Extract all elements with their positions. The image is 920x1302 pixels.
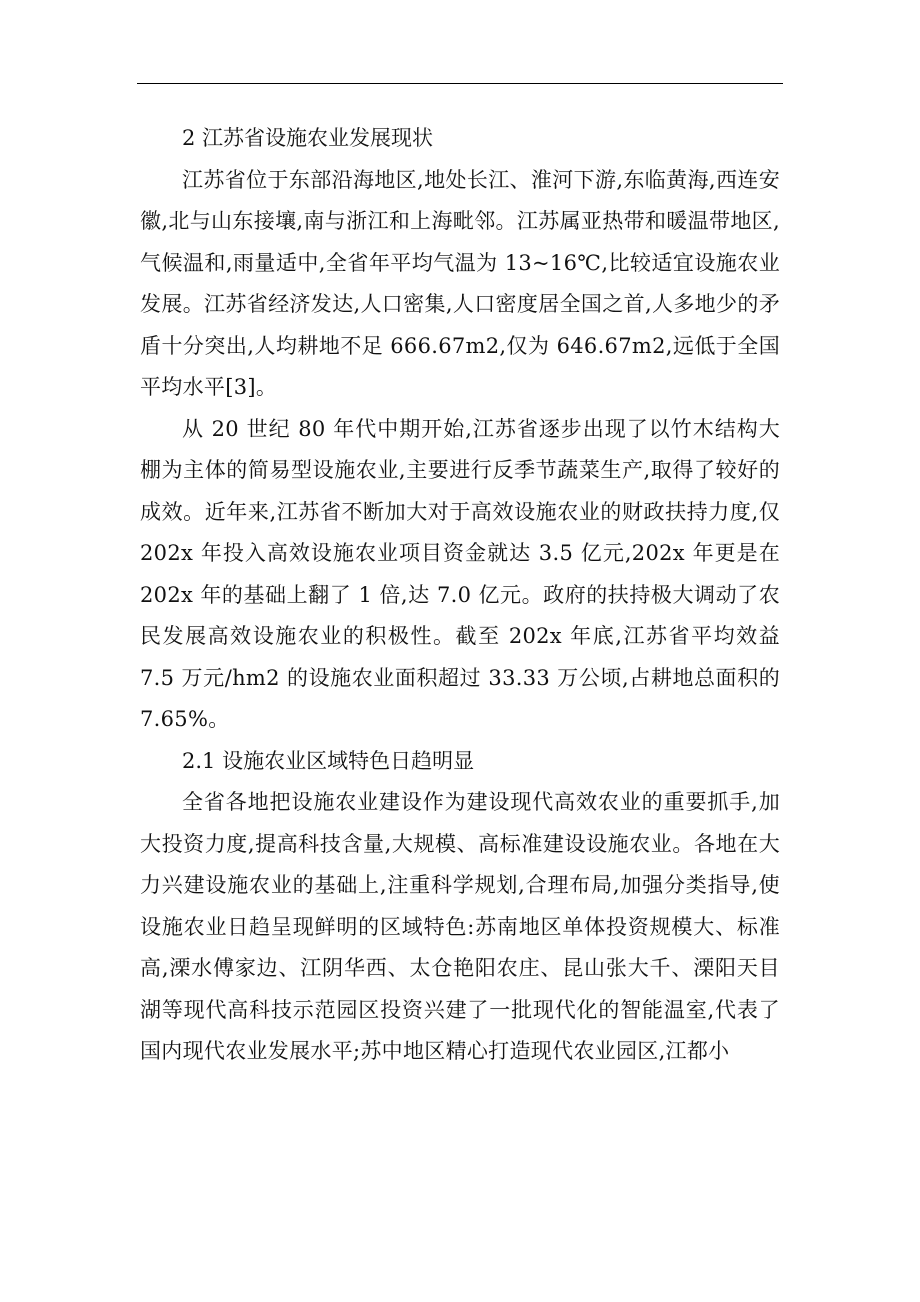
paragraph-regional-features: 全省各地把设施农业建设作为建设现代高效农业的重要抓手,加大投资力度,提高科技含量,大规模、高标准建设设施农业。各地在大力兴建设施农业的基础上,注重科学规划,合理布局,加强分类指导,使设施农业日趋呈现鲜明的区域特色:苏南地区单体投资规模大、标准高,溧水傅家边、江阴华西、太仓艳阳农庄、昆山张大千、溧阳天目湖等现代高科技示范园区投资兴建了一批现代化的智能温室,代表了国内现代农业发展水平;苏中地区精心打造现代农业园区,江都小: [140, 790, 780, 1063]
paragraph-location-climate: 江苏省位于东部沿海地区,地处长江、淮河下游,东临黄海,西连安徽,北与山东接壤,南与浙江和上海毗邻。江苏属亚热带和暖温带地区,气候温和,雨量适中,全省年平均气温为 13~16℃,比较适宜设施农业发展。江苏省经济发达,人口密集,人口密度居全国之首,人多地少的矛盾十分突出,人均耕地不足 666.67m2,仅为 646.67m2,远低于全国平均水平[3]。: [140, 167, 780, 399]
section-title: 2 江苏省设施农业发展现状: [182, 126, 434, 150]
subsection-title: 2.1 设施农业区域特色日趋明显: [182, 748, 475, 773]
document-body: [140, 118, 780, 1073]
header-rule: [137, 83, 783, 84]
paragraph-development-history: 从 20 世纪 80 年代中期开始,江苏省逐步出现了以竹木结构大棚为主体的简易型设施农业,主要进行反季节蔬菜生产,取得了较好的成效。近年来,江苏省不断加大对于高效设施农业的财政扶持力度,仅 202x 年投入高效设施农业项目资金就达 3.5 亿元,202x 年更是在 202x 年的基础上翻了 1 倍,达 7.0 亿元。政府的扶持极大调动了农民发展高效设施农业的积极性。截至 202x 年底,江苏省平均效益 7.5 万元/hm2 的设施农业面积超过 33.33 万公顷,占耕地总面积的 7.65%。: [140, 416, 780, 731]
